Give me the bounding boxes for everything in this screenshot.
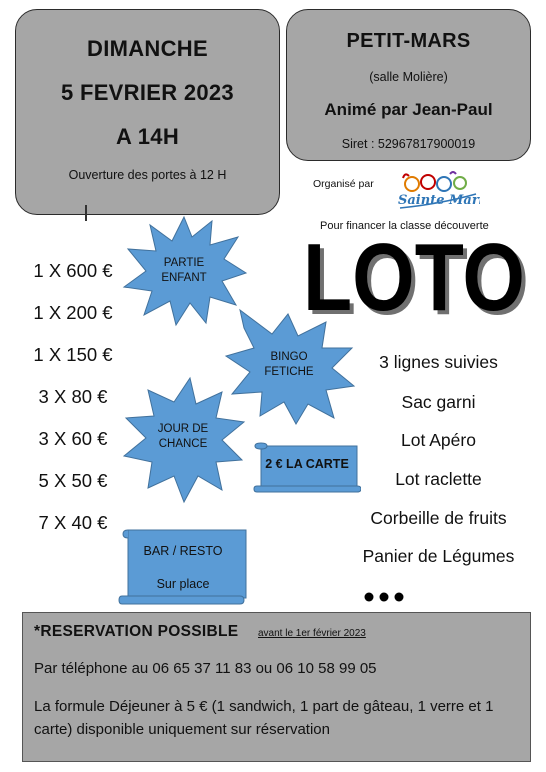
organizer-purpose: Pour financer la classe découverte [320,220,489,232]
venue-siret: Siret : 52967817900019 [341,137,476,151]
prize-item: 5 X 50 € [38,470,108,491]
text-cursor [85,205,87,221]
card-price: 2 € LA CARTE [265,457,349,471]
school-logo-icon [388,168,480,216]
scroll-banner-icon [118,526,248,608]
reservation-phone: Par téléphone au 06 65 37 11 83 ou 06 10 58 99 05 [34,660,377,677]
more-dots-icon [363,588,407,604]
venue-host: Animé par Jean-Paul [324,100,493,119]
burst-kids-line2: ENFANT [161,272,207,284]
reservation-deadline: avant le 1er février 2023 [258,628,366,639]
burst-bingo-line1: BINGO [270,351,308,363]
venue-hall: (salle Molière) [369,70,448,84]
loto-title [298,240,530,318]
lot-item: Panier de Légumes [362,546,515,566]
burst-lucky-day [118,376,248,504]
event-date-box [15,9,280,215]
doors-opening: Ouverture des portes à 12 H [68,168,227,182]
event-date: 5 FEVRIER 2023 [61,80,234,105]
reservation-box [22,612,531,762]
lot-item: Lot Apéro [401,430,476,450]
bar-title: BAR / RESTO [143,544,223,558]
lot-item: Sac garni [401,392,476,412]
organizer-label: Organisé par [313,178,374,190]
lunch-formula: La formule Déjeuner à 5 € (1 sandwich, 1 part de gâteau, 1 verre et 1 carte) disponible uniquement sur réservation [34,698,494,738]
burst-lucky-line1: JOUR DE [157,423,209,435]
burst-lucky-line2: CHANCE [158,438,208,450]
reservation-title: *RESERVATION POSSIBLE [34,623,239,640]
prize-item: 7 X 40 € [38,512,108,533]
logo-text: Sainte Mar [398,193,479,208]
venue-city: PETIT-MARS [346,30,471,52]
lot-item: Lot raclette [395,469,482,489]
loto-title-text: LOTO [303,240,525,318]
lot-item: 3 lignes suivies [379,352,498,372]
burst-kids-line1: PARTIE [163,257,205,269]
event-day: DIMANCHE [87,36,208,61]
burst-bingo-line2: FETICHE [264,366,314,378]
prize-item: 1 X 600 € [33,260,113,281]
prize-item: 1 X 150 € [33,344,113,365]
lot-item: Corbeille de fruits [370,508,507,528]
venue-box [286,9,531,161]
bar-resto-banner [118,526,248,608]
event-time: A 14H [115,124,180,149]
prize-item: 3 X 80 € [38,386,108,407]
bar-subtitle: Sur place [156,577,210,591]
prize-item: 3 X 60 € [38,428,108,449]
school-logo [388,168,480,221]
prize-item: 1 X 200 € [33,302,113,323]
loto-title-shadow: LOTO [307,240,529,318]
